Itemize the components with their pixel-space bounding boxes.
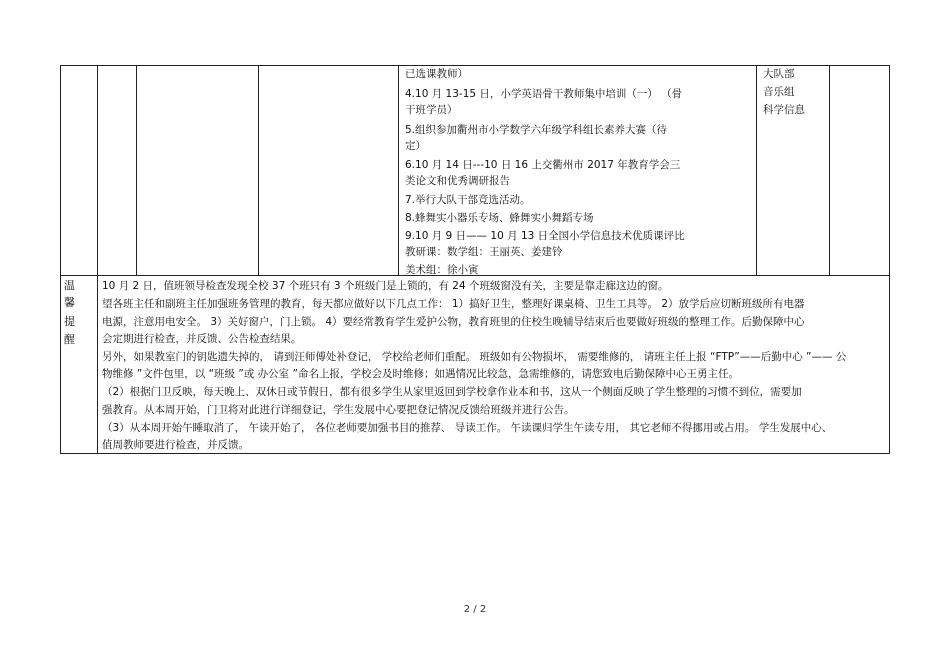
reminder-label-char: 馨 [64,296,75,309]
table-border-right [889,65,890,454]
page-number: 2 / 2 [463,604,487,615]
responsible-item: 科学信息 [763,104,805,116]
reminder-line: 另外，如果教室门的钥匙遗失掉的， 请到汪师傅处补登记， 学校给老师们重配。 班级如有公物损坏， 需要维修的， 请班主任上报 “FTP”——后勤中心 ”—— 公 [102,351,847,363]
reminder-line: 值周教师要进行检查，并反馈。 [102,439,249,451]
reminder-line: 10 月 2 日，值班领导检查发现全校 37 个班只有 3 个班级门是上锁的，有 24 个班级窗没有关，主要是靠走廊这边的窗。 [102,280,669,292]
responsible-item: 大队部 [763,68,795,80]
label-column-divider [97,65,98,454]
column-divider [756,65,757,275]
reminder-line: 望各班主任和副班主任加强班务管理的教育，每天都应做好以下几点工作： 1）搞好卫生，整理好课桌椅、卫生工具等。 2）放学后应切断班级所有电器 [102,298,805,310]
schedule-line: 9.10 月 9 日—— 10 月 13 日全国小学信息技术优质课评比 [405,230,685,242]
schedule-line: 教研课：数学组：王丽英、姜建铃 [405,246,563,258]
responsible-item: 音乐组 [763,86,795,98]
table-border-bottom [60,453,890,454]
column-divider [258,65,259,275]
column-divider [398,65,399,275]
schedule-line: 已选课教师） [405,68,468,80]
column-divider [829,65,830,275]
reminder-line: 会定期进行检查，并反馈、公告检查结果。 [102,333,302,345]
reminder-line: （3）从本周开始午睡取消了， 午读开始了， 各位老师要加强书目的推荐、 导读工作。 午读课归学生午读专用， 其它老师不得挪用或占用。 学生发展中心、 [102,422,833,434]
reminder-line: 物维修 ”文件包里，以 “班级 ”或 办公室 ”命名上报，学校会及时维修；如遇情况比较急，急需维修的，请您致电后勤保障中心王勇主任。 [102,368,739,380]
schedule-line: 美术组：徐小寅 [405,264,479,276]
schedule-line: 5.组织参加衢州市小学数学六年级学科组长素养大赛（待 [405,124,668,136]
schedule-line: 干班学员） [405,104,458,116]
reminder-label-char: 提 [64,315,75,328]
reminder-label-char: 醒 [64,333,75,346]
schedule-line: 8.蜂舞实小器乐专场、蜂舞实小舞蹈专场 [405,212,594,224]
table-border-left [60,65,61,454]
reminder-line: （2）根据门卫反映，每天晚上、双休日或节假日，都有很多学生从家里返回到学校拿作业本和书，这从一个侧面反映了学生整理的习惯不到位，需要加 [102,386,802,398]
reminder-label-char: 温 [64,279,75,292]
schedule-line: 6.10 月 14 日---10 日 16 上交衢州市 2017 年教育学会三 [405,159,681,171]
schedule-line: 7.举行大队干部竞选活动。 [405,194,531,206]
reminder-line: 电源，注意用电安全。 3）关好窗户，门上锁。 4）要经常教育学生爱护公物，教育班里的住校生晚辅导结束后也要做好班级的整理工作。后勤保障中心 [102,316,805,328]
reminder-line: 强教育。从本周开始，门卫将对此进行详细登记，学生发展中心要把登记情况反馈给班级并进行公告。 [102,404,575,416]
column-divider [136,65,137,275]
schedule-line: 定） [405,140,426,152]
schedule-line: 4.10 月 13-15 日，小学英语骨干教师集中培训（一） （骨 [405,88,683,100]
schedule-line: 类论文和优秀调研报告 [405,175,510,187]
